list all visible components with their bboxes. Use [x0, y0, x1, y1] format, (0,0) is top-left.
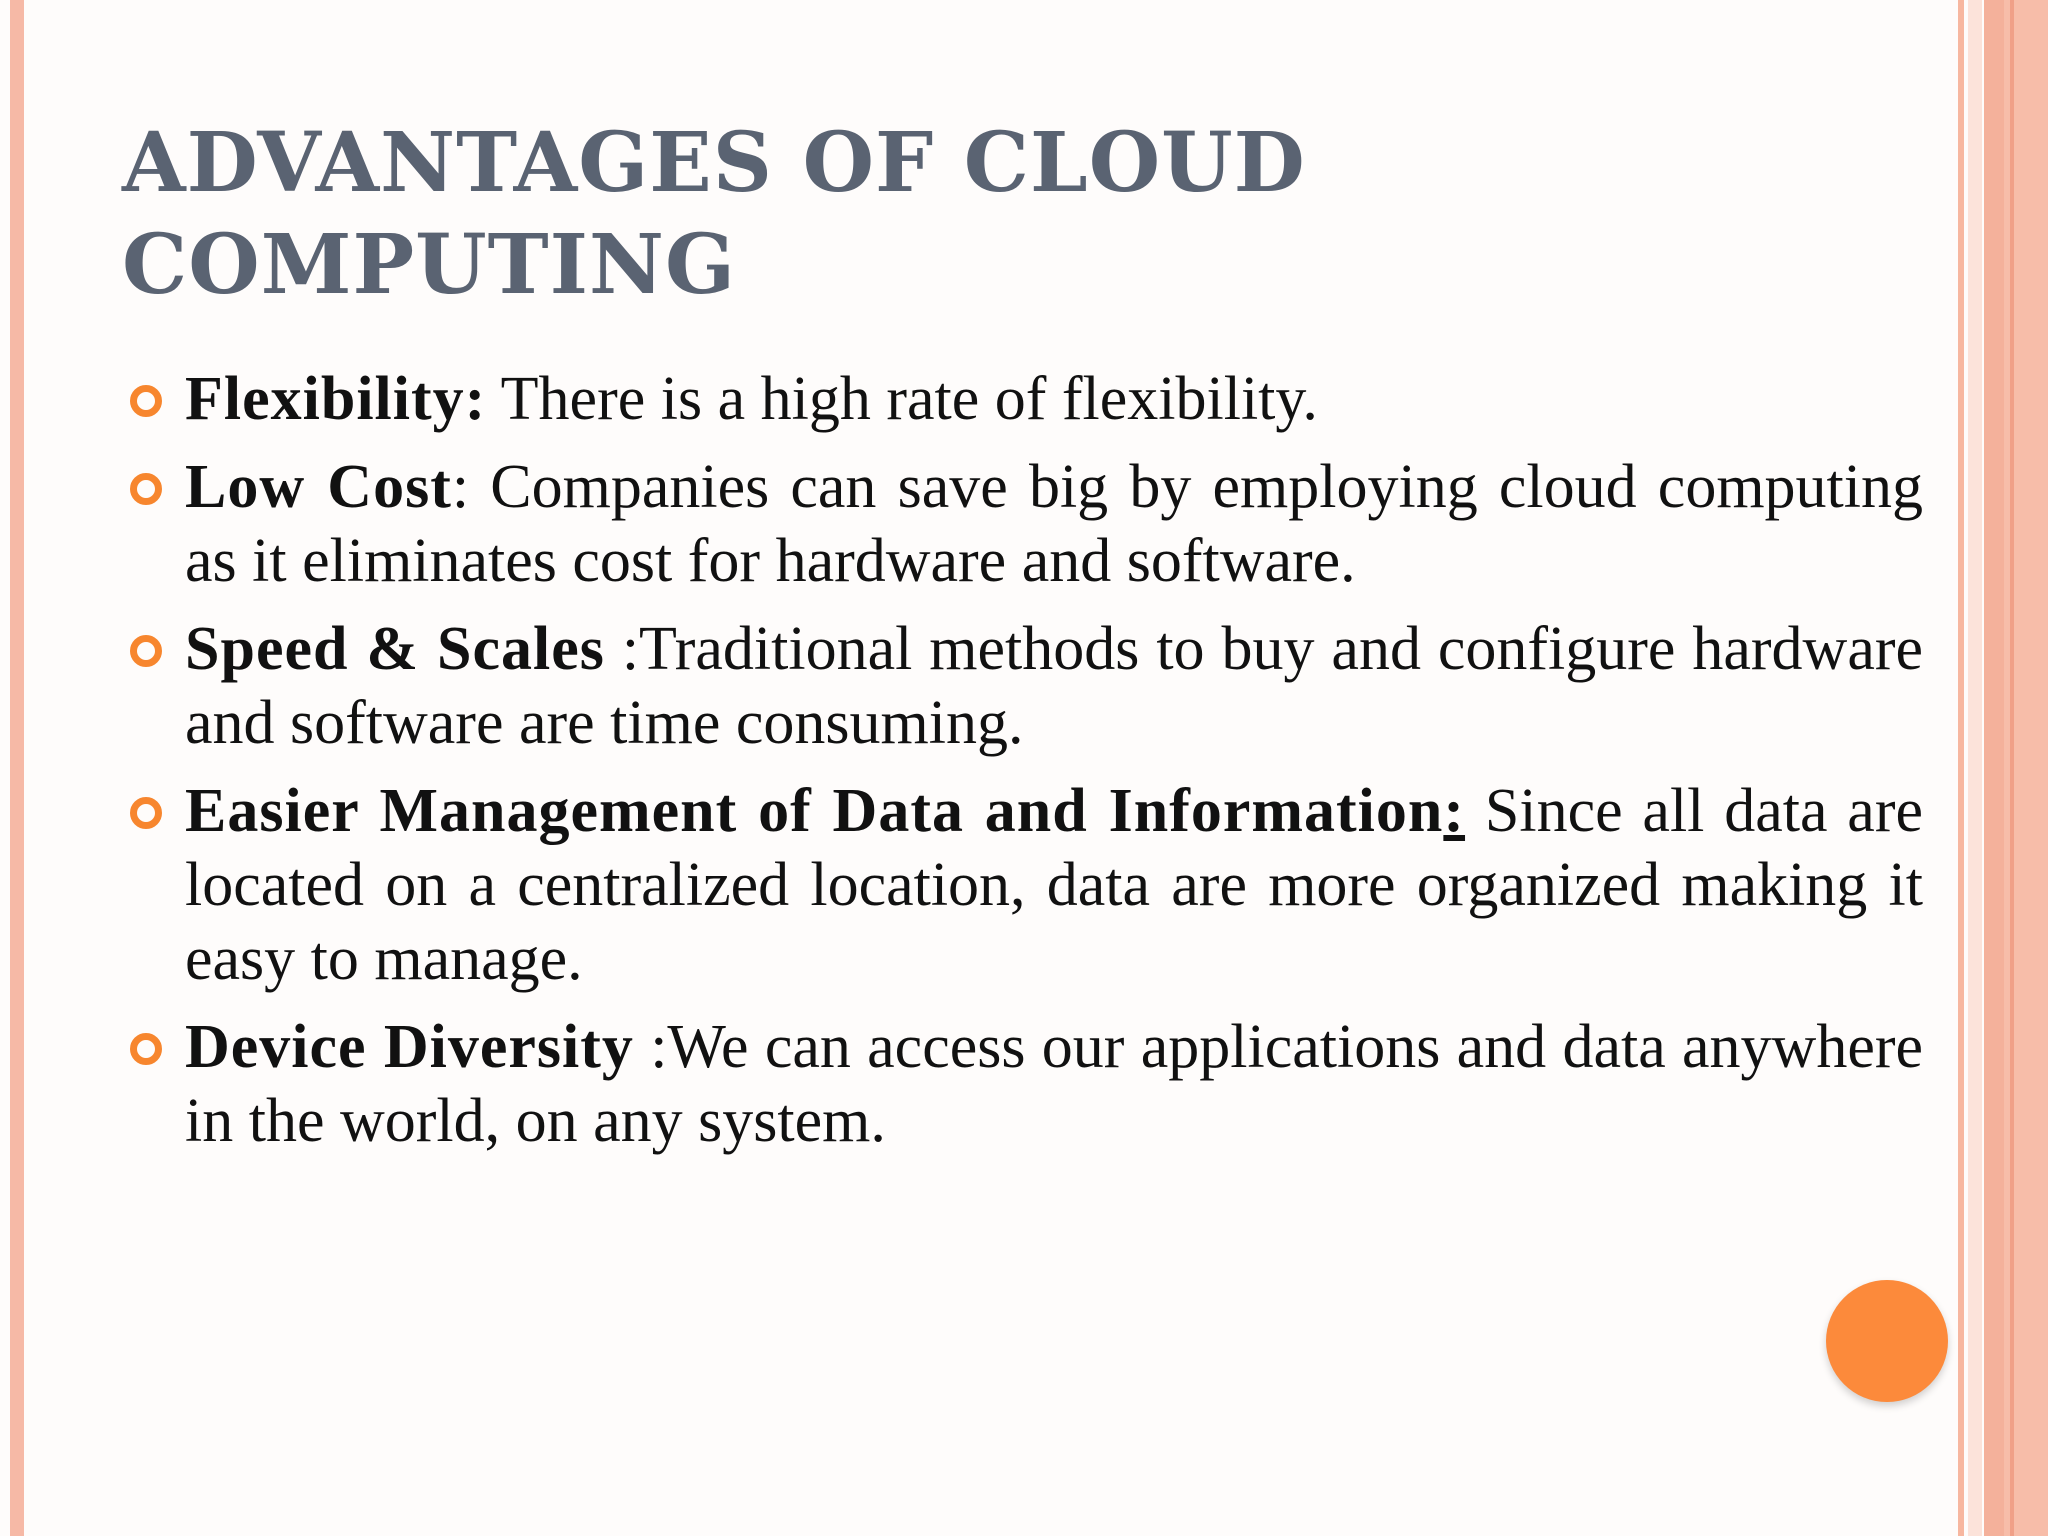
bullet-flexibility	[130, 362, 1923, 436]
bullet-term	[185, 777, 1465, 845]
bullet-text: There is a high rate of flexibility.	[486, 365, 1318, 433]
bullet-term: Low Cost	[185, 453, 452, 521]
left-decorative-stripe	[10, 0, 24, 1536]
title-line-1: ADVANTAGES OF CLOUD	[122, 115, 1306, 211]
bullet-text: :Traditional methods to buy and configure hardware and software are time consuming.	[185, 615, 1924, 757]
circle-bullet-icon	[130, 1033, 162, 1065]
bullet-term-suffix: :	[1443, 777, 1466, 845]
circle-bullet-icon	[130, 473, 162, 505]
title-line-2: COMPUTING	[122, 217, 736, 313]
bullet-term: Flexibility:	[185, 365, 487, 433]
right-decorative-stripe-1	[1958, 0, 1964, 1536]
right-decorative-stripe-2	[1968, 0, 1982, 1536]
bullet-text: Since all data are located on a centralized location, data are more organized making it easy to manage.	[185, 777, 1923, 993]
bullet-speed-scales	[130, 612, 1923, 760]
circle-bullet-icon	[130, 635, 162, 667]
circle-bullet-icon	[130, 797, 162, 829]
right-decorative-stripe-5	[2010, 0, 2014, 1536]
bullet-easier-management	[130, 774, 1923, 996]
bullet-term-text: Easier Management of Data and Information	[185, 777, 1444, 845]
bullet-device-diversity	[130, 1010, 1923, 1158]
bullet-term: Speed & Scales	[185, 615, 605, 683]
bullet-low-cost	[130, 450, 1923, 598]
right-decorative-stripe-3	[1984, 0, 2004, 1536]
bullet-text: :We can access our applications and data anywhere in the world, on any system.	[185, 1013, 1924, 1155]
bullet-list	[130, 362, 1923, 1172]
circle-bullet-icon	[130, 385, 162, 417]
orange-circle-decoration	[1826, 1280, 1948, 1402]
slide-title	[122, 112, 1622, 316]
bullet-text: : Companies can save big by employing cloud computing as it eliminates cost for hardware and software.	[185, 453, 1923, 595]
bullet-term: Device Diversity	[185, 1013, 634, 1081]
